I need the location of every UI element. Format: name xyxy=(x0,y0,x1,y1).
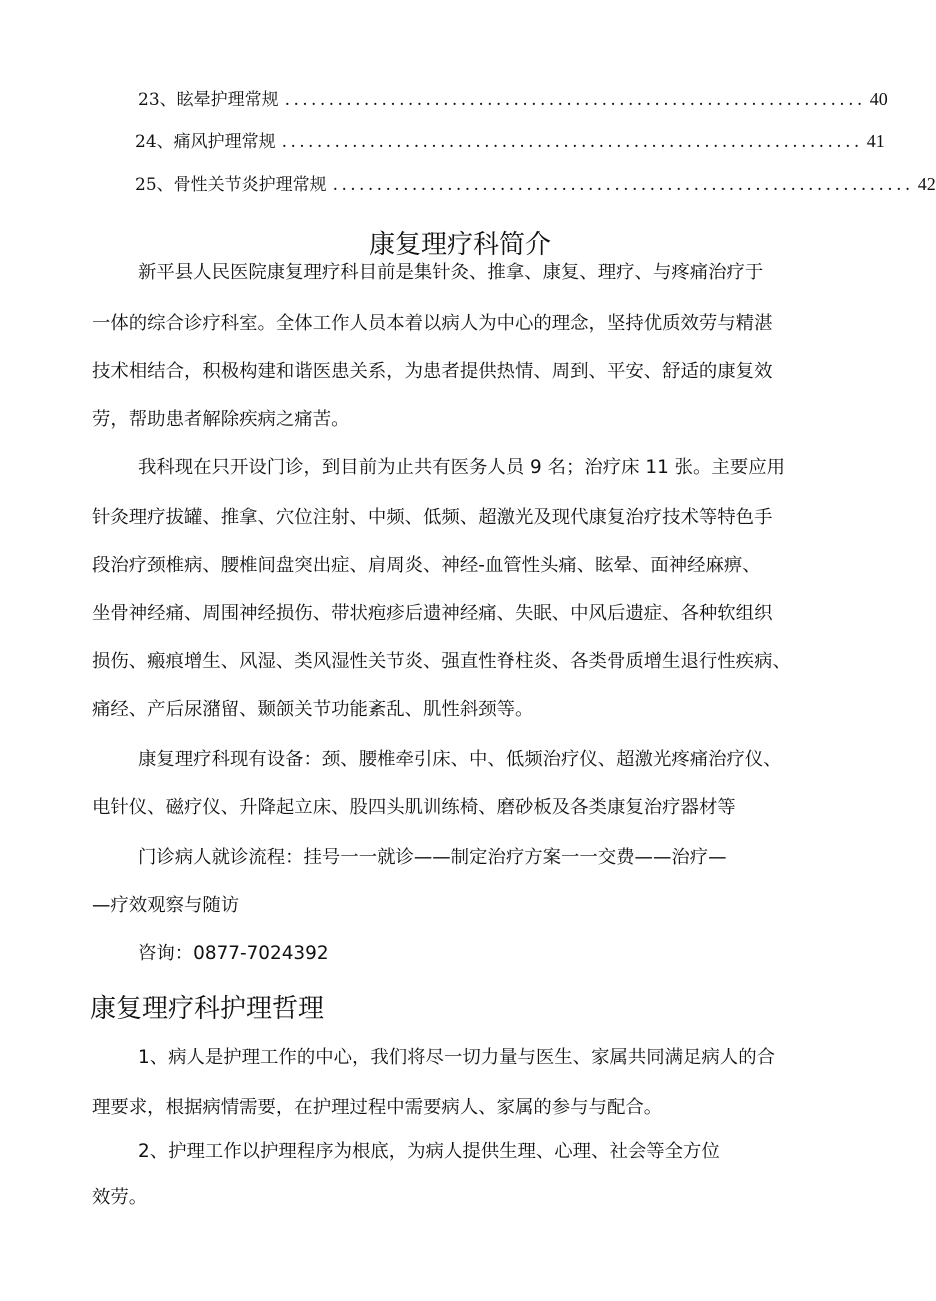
contact-phone: 咨询：0877-7024392 xyxy=(138,943,329,964)
philosophy-paragraph-line: 理要求，根据病情需要，在护理过程中需要病人、家属的参与与配合。 xyxy=(92,1097,663,1118)
intro-paragraph-line: 门诊病人就诊流程：挂号一一就诊——制定治疗方案一一交费——治疗— xyxy=(138,847,727,868)
intro-paragraph-line: 一体的综合诊疗科室。全体工作人员本着以病人为中心的理念，坚持优质效劳与精湛 xyxy=(92,313,773,334)
toc-page-number: 40 xyxy=(869,89,888,109)
philosophy-section-title: 康复理疗科护理哲理 xyxy=(90,994,325,1024)
toc-page-number: 41 xyxy=(866,131,885,151)
intro-paragraph-line: 坐骨神经痛、周围神经损伤、带状疱疹后遗神经痛、失眠、中风后遗症、各种软组织 xyxy=(92,603,773,624)
intro-paragraph-line: 针灸理疗拔罐、推拿、穴位注射、中频、低频、超激光及现代康复治疗技术等特色手 xyxy=(92,507,773,528)
intro-paragraph-line: 技术相结合，积极构建和谐医患关系，为患者提供热情、周到、平安、舒适的康复效 xyxy=(92,361,773,382)
toc-page-number: 42 xyxy=(917,174,936,194)
intro-paragraph-line: 损伤、瘢痕增生、风湿、类风湿性关节炎、强直性脊柱炎、各类骨质增生退行性疾病、 xyxy=(92,651,791,672)
toc-entry-title: 25、骨性关节炎护理常规 xyxy=(135,175,327,195)
toc-entry-23[interactable] xyxy=(138,86,888,112)
philosophy-paragraph-line: 2、护理工作以护理程序为根底，为病人提供生理、心理、社会等全方位 xyxy=(138,1141,720,1162)
intro-paragraph-line: 劳，帮助患者解除疾病之痛苦。 xyxy=(92,409,350,430)
philosophy-paragraph-line: 1、病人是护理工作的中心，我们将尽一切力量与医生、家属共同满足病人的合 xyxy=(138,1047,775,1068)
toc-entry-title: 23、眩晕护理常规 xyxy=(138,90,279,110)
intro-paragraph-line: 电针仪、磁疗仪、升降起立床、股四头肌训练椅、磨砂板及各类康复治疗器材等 xyxy=(92,797,736,818)
intro-paragraph-line: 段治疗颈椎病、腰椎间盘突出症、肩周炎、神经-血管性头痛、眩晕、面神经麻痹、 xyxy=(92,555,761,576)
intro-paragraph-line: —疗效观察与随访 xyxy=(92,895,240,916)
toc-entry-title: 24、痛风护理常规 xyxy=(135,132,276,152)
intro-paragraph-line: 新平县人民医院康复理疗科目前是集针灸、推拿、康复、理疗、与疼痛治疗于 xyxy=(138,262,764,283)
philosophy-paragraph-line: 效劳。 xyxy=(92,1187,148,1208)
intro-section-title: 康复理疗科简介 xyxy=(368,230,551,261)
toc-leader-dots: .................................................................. xyxy=(281,132,863,152)
intro-paragraph-line: 我科现在只开设门诊，到目前为止共有医务人员 9 名；治疗床 11 张。主要应用 xyxy=(138,457,785,478)
intro-paragraph-line: 痛经、产后尿潴留、颞颌关节功能紊乱、肌性斜颈等。 xyxy=(92,699,534,720)
toc-entry-25[interactable] xyxy=(135,171,936,197)
intro-paragraph-line: 康复理疗科现有设备：颈、腰椎牵引床、中、低频治疗仪、超激光疼痛治疗仪、 xyxy=(138,749,782,770)
toc-leader-dots: .................................................................. xyxy=(284,90,866,110)
toc-leader-dots: .................................................................. xyxy=(332,175,914,195)
toc-entry-24[interactable] xyxy=(135,128,885,154)
